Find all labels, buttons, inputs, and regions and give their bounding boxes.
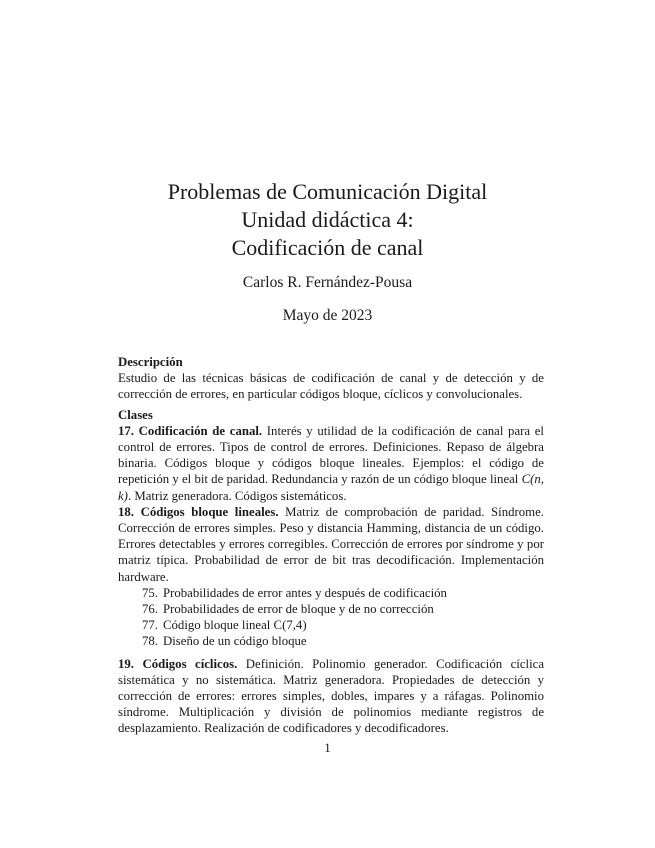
- problem-text: Diseño de un código bloque: [163, 634, 307, 649]
- problem-item: [136, 601, 544, 617]
- section-title: Códigos bloque lineales.: [140, 504, 279, 519]
- section-number: 18.: [118, 504, 134, 519]
- document-body: [118, 354, 544, 737]
- section-title: Codificación de canal.: [138, 423, 263, 438]
- problem-number: 76.: [142, 602, 158, 617]
- descripcion-heading: Descripción: [118, 355, 183, 369]
- problem-item: [136, 585, 544, 601]
- section-text: Interés y utilidad de la codificación de canal para el control de errores. Tipos de control de errores. Definiciones. Repaso de álgebra binaria. Códigos bloque y códigos bloque lineales. Ejemplos: el código de repetición y el bit de paridad. Redundancia y razón de un código bloque lineal: [118, 423, 544, 487]
- problem-text: Probabilidades de error de bloque y de no corrección: [163, 602, 434, 617]
- section-number: 17.: [118, 423, 134, 438]
- problem-number: 75.: [142, 585, 158, 600]
- section-text-end: . Matriz generadora. Códigos sistemáticos.: [127, 488, 347, 503]
- problem-item: [136, 633, 544, 649]
- section-title: Códigos cíclicos.: [142, 656, 238, 671]
- title-line-2: Unidad didáctica 4:: [241, 207, 414, 232]
- section-text: Matriz de comprobación de paridad. Síndrome. Corrección de errores simples. Peso y distancia Hamming, distancia de un código. Errores detectables y errores corregibles. Corrección de errores por síndrome y por matriz típica. Probabilidad de error de bit tras decodificación. Implementación hardware.: [118, 504, 544, 584]
- problem-text: Probabilidades de error antes y después de codificación: [163, 585, 447, 600]
- title-line-1: Problemas de Comunicación Digital: [167, 179, 488, 204]
- author: Carlos R. Fernández-Pousa: [242, 274, 413, 291]
- page-number: 1: [324, 740, 331, 755]
- math-expression: C(n, k): [118, 472, 544, 503]
- title-line-3: Codificación de canal: [231, 235, 424, 260]
- section-19: [118, 656, 544, 737]
- problem-text: Código bloque lineal C(7,4): [163, 618, 307, 633]
- section-17: [118, 423, 544, 504]
- clases-heading: Clases: [118, 407, 153, 422]
- date: Mayo de 2023: [282, 307, 373, 324]
- problem-item: [136, 617, 544, 633]
- problem-list: [118, 585, 544, 650]
- problem-number: 78.: [142, 634, 158, 649]
- section-text: Definición. Polinomio generador. Codificación cíclica sistemática y no sistemática. Matriz generadora. Propiedades de detección y corrección de errores: errores simples, dobles, impares y a ráfagas. Polinomio síndrome. Multiplicación y división de polinomios mediante registros de desplazamiento. Realización de codificadores y decodificadores.: [118, 656, 545, 736]
- problem-number: 77.: [142, 618, 158, 633]
- document-title: [0, 178, 655, 262]
- section-18: [118, 504, 544, 585]
- descripcion-text: Estudio de las técnicas básicas de codificación de canal y de detección y de corrección de errores, en particular códigos bloque, cíclicos y convolucionales.: [118, 371, 544, 402]
- section-number: 19.: [118, 656, 134, 671]
